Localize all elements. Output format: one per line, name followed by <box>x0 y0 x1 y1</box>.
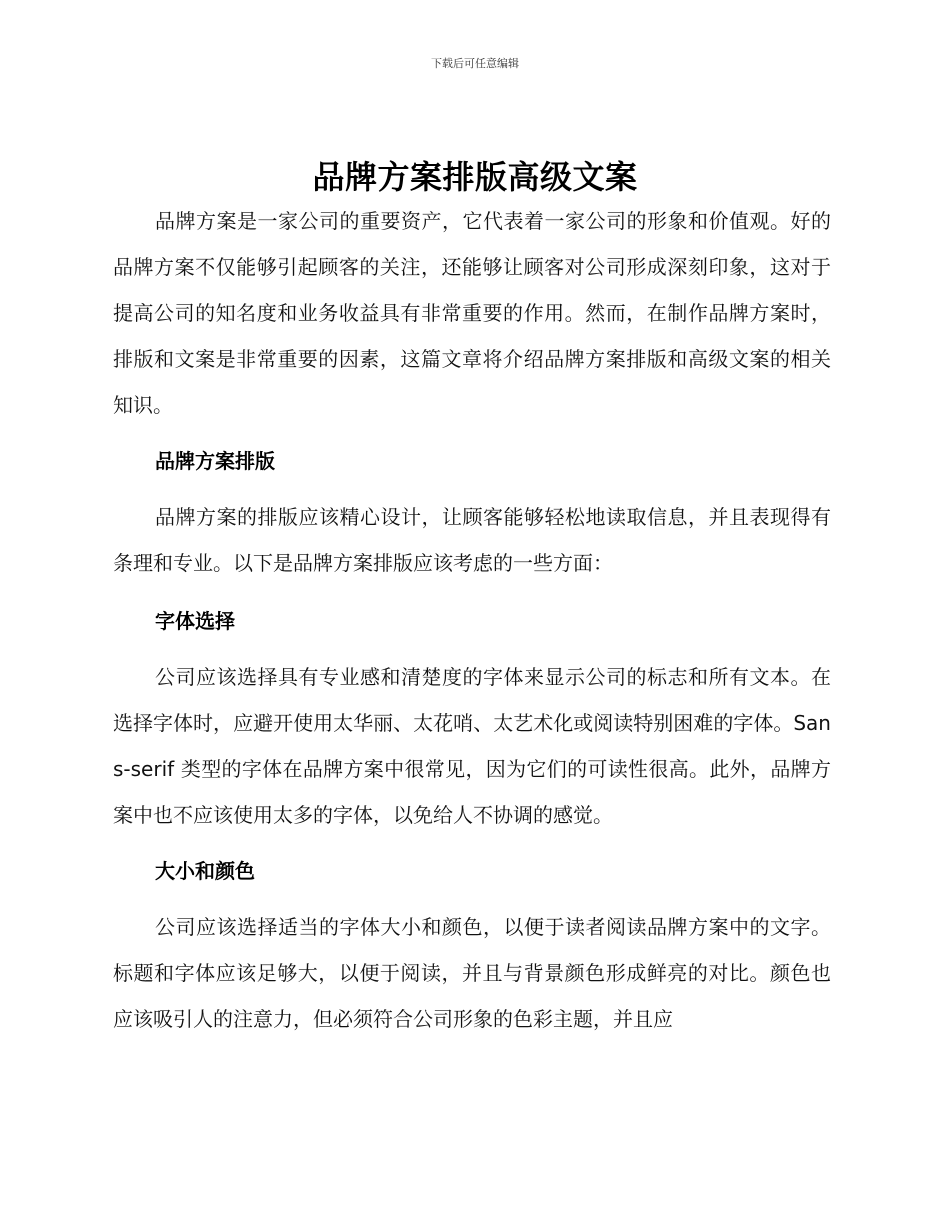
intro-paragraph: 品牌方案是一家公司的重要资产，它代表着一家公司的形象和价值观。好的品牌方案不仅能够引起顾客的关注，还能够让顾客对公司形成深刻印象，这对于提高公司的知名度和业务收益具有非常重要的作用。然而，在制作品牌方案时，排版和文案是非常重要的因素，这篇文章将介绍品牌方案排版和高级文案的相关知识。 <box>113 209 831 417</box>
document-title: 品牌方案排版高级文案 <box>312 158 638 196</box>
section-body-size-color: 公司应该选择适当的字体大小和颜色，以便于读者阅读品牌方案中的文字。标题和字体应该足够大，以便于阅读，并且与背景颜色形成鲜亮的对比。颜色也应该吸引人的注意力，但必须符合公司形象的色彩主题，并且应 <box>113 915 831 1031</box>
section-body-layout: 品牌方案的排版应该精心设计，让顾客能够轻松地读取信息，并且表现得有条理和专业。以下是品牌方案排版应该考虑的一些方面： <box>113 505 831 575</box>
document-body <box>113 198 831 1042</box>
section-heading-font-choice: 字体选择 <box>155 609 235 633</box>
page-header-note: 下载后可任意编辑 <box>431 57 519 70</box>
section-heading-layout: 品牌方案排版 <box>155 449 275 473</box>
section-heading-size-color: 大小和颜色 <box>155 859 255 883</box>
section-body-font-choice: 公司应该选择具有专业感和清楚度的字体来显示公司的标志和所有文本。在选择字体时，应避开使用太华丽、太花哨、太艺术化或阅读特别困难的字体。Sans-serif 类型的字体在品牌方案中很常见，因为它们的可读性很高。此外，品牌方案中也不应该使用太多的字体，以免给人不协调的感觉。 <box>113 665 831 827</box>
